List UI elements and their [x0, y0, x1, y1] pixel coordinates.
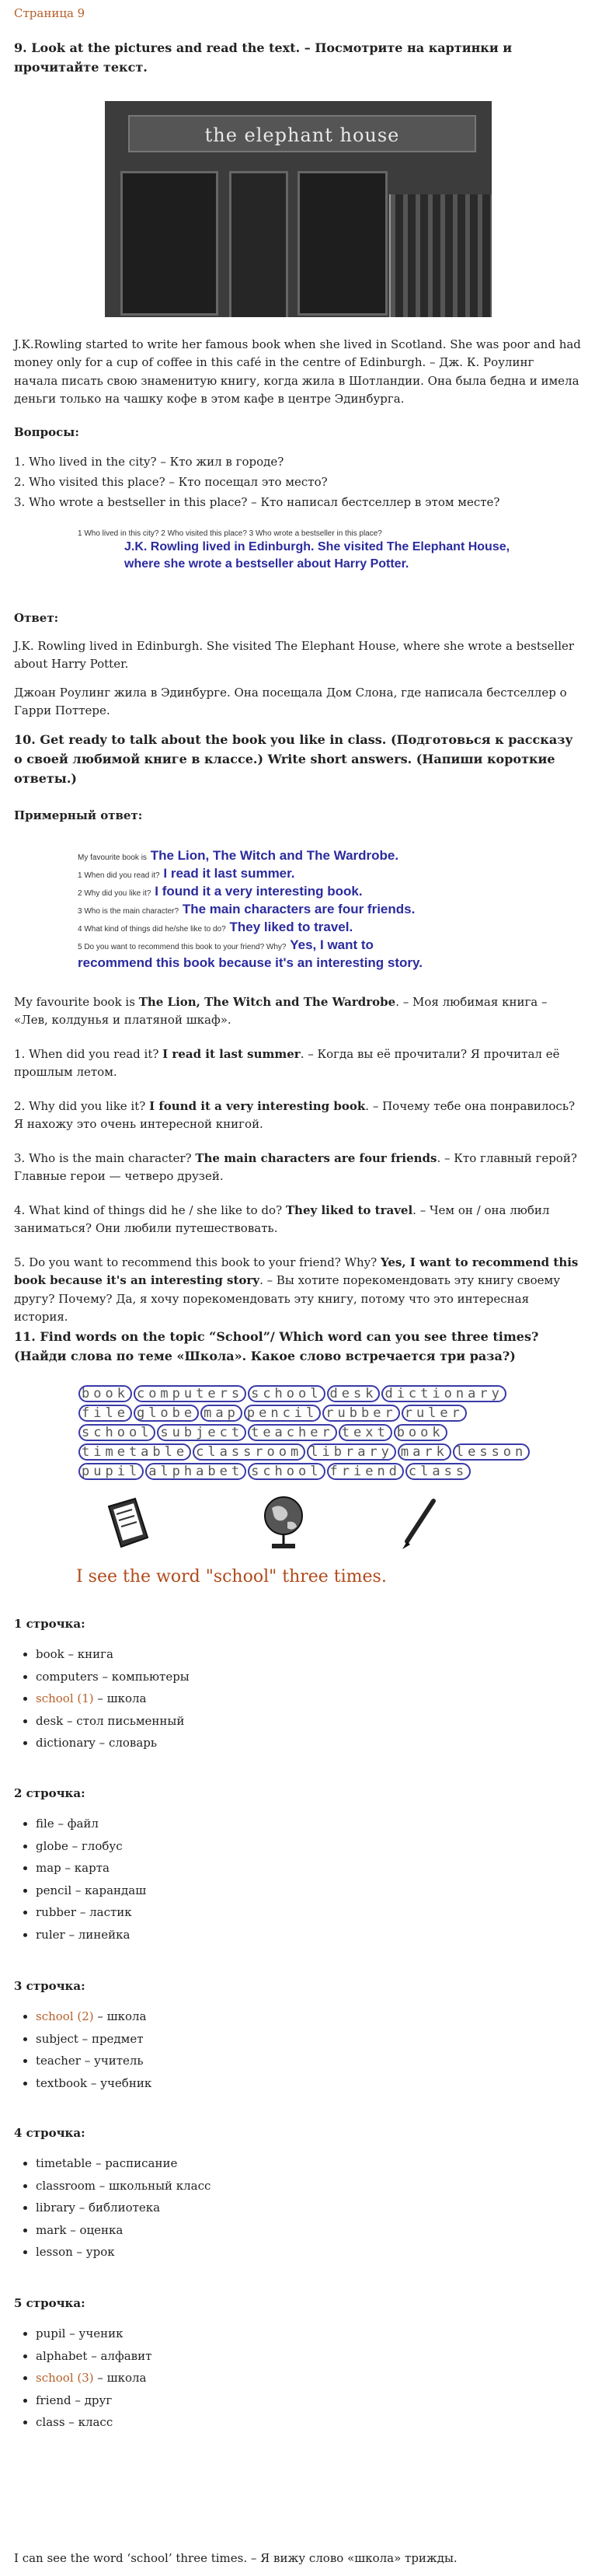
hw-print-questions: 1 Who lived in this city? 2 Who visited this place? 3 Who wrote a bestseller in this place? [78, 529, 382, 538]
ex10-item-0: My favourite book is The Lion, The Witch and The Wardrobe. – Моя любимая книга – «Лев, колдунья и платяной шкаф». [14, 995, 548, 1028]
list-item: • alphabet – алфавит [36, 2345, 595, 2368]
elephant-house-photo [105, 101, 492, 317]
question-2: 2. Who visited this place? – Кто посещал это место? [14, 475, 328, 489]
list-item: • desk – стол письменный [36, 1710, 595, 1733]
cafe-sign [128, 115, 476, 152]
see-word-caption: I see the word "school" three times. [76, 1567, 387, 1586]
window-left [120, 171, 218, 316]
answer-en: J.K. Rowling lived in Edinburgh. She visited The Elephant House, where she wrote a bestseller about Harry Potter. [14, 639, 575, 672]
word-grid-row-2: file globe map pencil rubber ruler [78, 1403, 468, 1420]
ex10-item-4: 4. What kind of things did he / she like to do? They liked to travel. – Чем он / она любил заниматься? Они любили путешествовать. [14, 1203, 550, 1236]
hw-a-3: The main characters are four friends. [182, 902, 416, 916]
row-3-list [14, 2005, 595, 2094]
ex10-item-5: 5. Do you want to recommend this book to your friend? Why? Yes, I want to recommend this book because it's an interesting story. – Вы хотите порекомендовать эту книгу своему другу? Почему? Да, я хочу порекомендовать эту книгу, потому что это интересная история. [14, 1255, 579, 1324]
hw-q-3: 3 Who is the main character? [78, 907, 179, 916]
list-item: • lesson – урок [36, 2241, 595, 2264]
list-item: • globe – глобус [36, 1835, 595, 1858]
row-2-list [14, 1813, 595, 1946]
row-5-list [14, 2323, 595, 2434]
hw-q-5: 5 Do you want to recommend this book to your friend? Why? [78, 943, 287, 951]
list-item: • pencil – карандаш [36, 1880, 595, 1902]
list-item: • teacher – учитель [36, 2050, 595, 2072]
question-1: 1. Who lived in the city? – Кто жил в городе? [14, 455, 284, 469]
pen-icon [396, 1496, 443, 1551]
list-item: • subject – предмет [36, 2028, 595, 2051]
list-item: • map – карта [36, 1857, 595, 1880]
railing [389, 194, 492, 317]
hw-q-0: My favourite book is [78, 853, 147, 862]
hw-a-0: The Lion, The Witch and The Wardrobe. [150, 848, 399, 863]
word-grid-row-1: book computers school desk dictionary [78, 1384, 507, 1401]
answer-heading: Ответ: [14, 611, 59, 625]
row-4-title: 4 строчка: [14, 2126, 85, 2140]
list-item: • textbook – учебник [36, 2072, 595, 2095]
cafe-sign-text: the elephant house [204, 124, 400, 146]
row-5-title: 5 строчка: [14, 2296, 85, 2310]
question-3: 3. Who wrote a bestseller in this place? – Кто написал бестселлер в этом месте? [14, 495, 500, 509]
word-grid-row-3: school subject teacher text book [78, 1422, 448, 1440]
page-label: Страница 9 [14, 6, 85, 20]
final-sentence: I can see the word ‘school’ three times. – Я вижу слово «школа» трижды. [14, 2551, 458, 2565]
hw-line-last: recommend this book because it's an interesting story. [78, 955, 423, 970]
list-item: • friend – друг [36, 2389, 595, 2412]
list-item: • school (3) – школа [36, 2367, 595, 2389]
hw-a-4: They liked to travel. [229, 920, 353, 934]
book-icon [101, 1491, 163, 1552]
ex9-text: J.K.Rowling started to write her famous book when she lived in Scotland. She was poor and had money only for a cup of coffee in this café in the centre of Edinburgh. – Дж. К. Роулинг начала писать свою знаменитую книгу, когда жила в Шотландии. Она была бедна и имела деньги только на чашку кофе в этом кафе в центре Эдинбурга. [14, 337, 581, 406]
row-1-title: 1 строчка: [14, 1617, 85, 1631]
hw-a-5: Yes, I want to [290, 937, 374, 952]
list-item: • computers – компьютеры [36, 1666, 595, 1688]
row-4-list [14, 2152, 595, 2264]
hw-q-1: 1 When did you read it? [78, 871, 160, 880]
list-item: • book – книга [36, 1643, 595, 1666]
ex10-heading: 10. Get ready to talk about the book you like in class. (Подготовься к рассказу о своей любимой книге в классе.) Write short answers. (Напиши короткие ответы.) [14, 732, 573, 786]
globe-icon [256, 1491, 311, 1553]
list-item: • pupil – ученик [36, 2323, 595, 2345]
list-item: • mark – оценка [36, 2219, 595, 2242]
sample-answer-heading: Примерный ответ: [14, 808, 143, 822]
list-item: • school (2) – школа [36, 2005, 595, 2028]
list-item: • library – библиотека [36, 2197, 595, 2219]
list-item: • timetable – расписание [36, 2152, 595, 2175]
hw-a-1: I read it last summer. [163, 866, 295, 881]
row-2-title: 2 строчка: [14, 1786, 85, 1800]
window-right [298, 171, 388, 316]
list-item: • dictionary – словарь [36, 1732, 595, 1754]
door [229, 171, 288, 317]
row-3-title: 3 строчка: [14, 1979, 85, 1993]
hw-answer-text: J.K. Rowling lived in Edinburgh. She visited The Elephant House, where she wrote a bestseller about Harry Potter. [124, 540, 510, 571]
hw-a-2: I found it a very interesting book. [155, 884, 363, 899]
handwritten-answer-9 [78, 529, 513, 599]
ex11-heading: 11. Find words on the topic “School”/ Which word can you see three times? (Найди слова по теме «Школа». Какое слово встречается три раза?) [14, 1329, 539, 1363]
handwritten-answer-10 [78, 846, 536, 982]
ex9-heading: 9. Look at the pictures and read the text. – Посмотрите на картинки и прочитайте текст. [14, 40, 513, 75]
list-item: • ruler – линейка [36, 1924, 595, 1946]
questions-heading: Вопросы: [14, 425, 79, 439]
hw-q-2: 2 Why did you like it? [78, 889, 151, 898]
ex10-item-3: 3. Who is the main character? The main characters are four friends. – Кто главный герой? Главные герои — четверо друзей. [14, 1151, 577, 1184]
list-item: • school (1) – школа [36, 1688, 595, 1710]
hw-q-4: 4 What kind of things did he/she like to do? [78, 925, 226, 934]
list-item: • classroom – школьный класс [36, 2175, 595, 2197]
word-grid-row-4: timetable classroom library mark lesson [78, 1442, 531, 1459]
ex10-item-2: 2. Why did you like it? I found it a very interesting book. – Почему тебе она понравилось? Я нахожу это очень интересной книгой. [14, 1099, 576, 1132]
list-item: • rubber – ластик [36, 1901, 595, 1924]
word-grid-row-5: pupil alphabet school friend class [78, 1461, 471, 1478]
list-item: • file – файл [36, 1813, 595, 1835]
answer-ru: Джоан Роулинг жила в Эдинбурге. Она посещала Дом Слона, где написала бестселлер о Гарри Поттере. [14, 686, 567, 718]
row-1-list [14, 1643, 595, 1754]
list-item: • class – класс [36, 2411, 595, 2434]
ex10-item-1: 1. When did you read it? I read it last summer. – Когда вы её прочитали? Я прочитал её прошлым летом. [14, 1047, 560, 1080]
